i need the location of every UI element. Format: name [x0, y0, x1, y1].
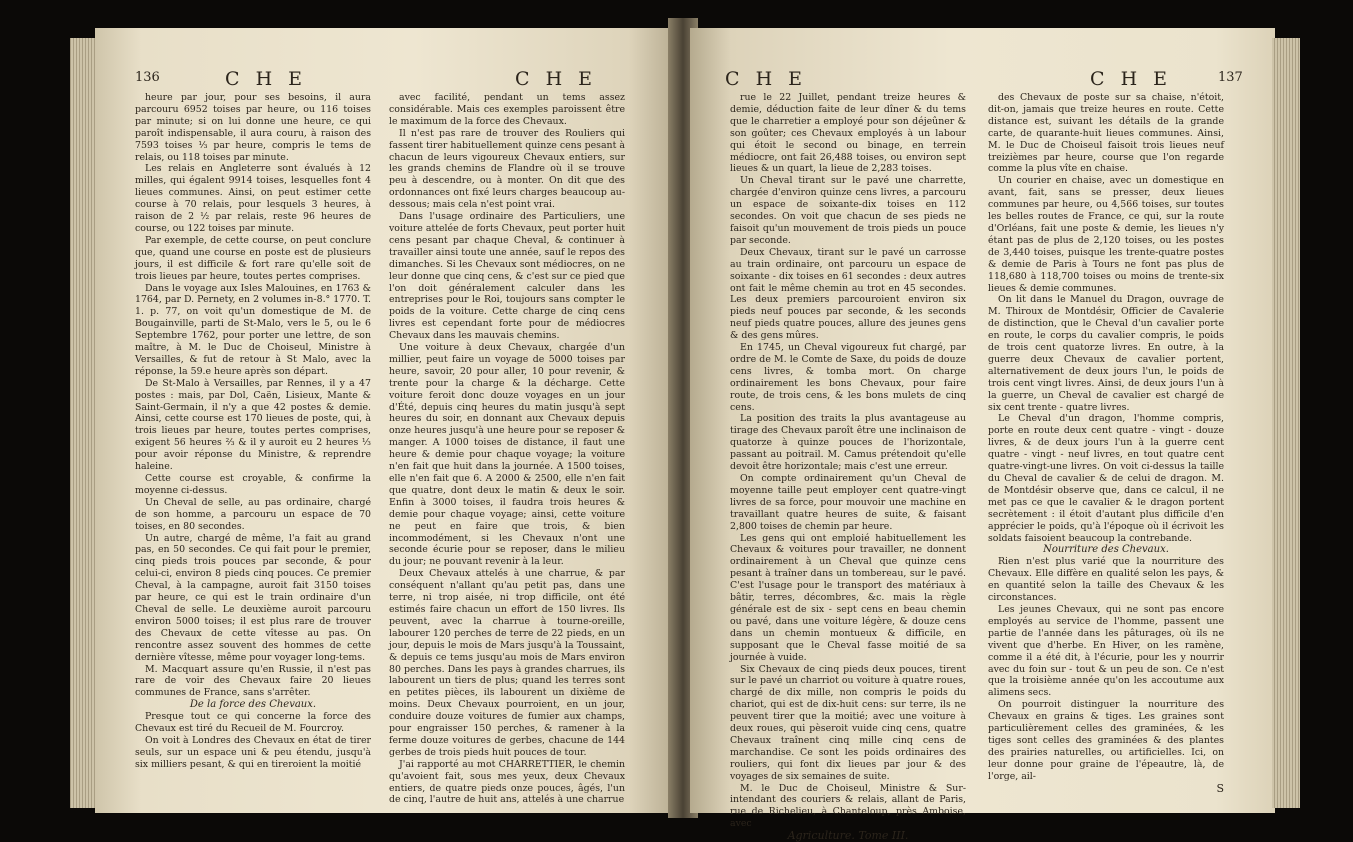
section-title: De la force des Chevaux.: [189, 699, 317, 711]
left-column-1: [135, 92, 371, 771]
paragraph: On compte ordinairement qu'un Cheval de moyenne taille peut employer cent quatre-vingt livres de sa force, pour mouvoir une machine en travaillant quatre heures de suite, & faisant 2,800 toises de chemin par heure.: [730, 473, 966, 532]
paragraph: Presque tout ce qui concerne la force des Chevaux est tiré du Recueil de M. Fourcroy.: [135, 711, 371, 735]
paragraph: Par exemple, de cette course, on peut conclure que, quand une course en poste est de plusieurs jours, il est difficile & fort rare qu'elle soit de trois lieues par heure, toutes pertes comprises.: [135, 234, 371, 282]
paragraph: On lit dans le Manuel du Dragon, ouvrage de M. Thiroux de Montdésir, Officier de Cavalerie de distinction, que le Cheval d'un cavalier porte en route, le corps du cavalier compris, le poids de trois cent quatorze livres. En outre, à la guerre deux Chevaux de cavalier portent, alternativement de deux jours l'un, le poids de trois cent vingt livres. Ainsi, de deux jours l'un à la guerre, un Cheval de cavalier est chargé de six cent trente - quatre livres.: [988, 294, 1224, 413]
paragraph: Un Cheval tirant sur le pavé une charrette, chargée d'environ quinze cens livres, a parcouru un espace de soixante-dix toises en 112 secondes. On voit que chacun de ses pieds ne faisoit qu'un mouvement de trois pieds un pouce par seconde.: [730, 175, 966, 246]
left-column-2: [389, 92, 625, 806]
running-head: C H E: [225, 68, 308, 90]
paragraph: Un autre, chargé de même, l'a fait au grand pas, en 50 secondes. Ce qui fait pour le premier, cinq pieds trois pouces par seconde, & pour celui-ci, environ 8 pieds cinq pouces. Ce premier Cheval, à la campagne, auroit fait 3150 toises par heure, ce qui est le train ordinaire d'un Cheval de selle. Le deuxième auroit parcouru environ 5000 toises; il est plus rare de trouver des Chevaux de cette vîtesse au pas. On rencontre assez souvent des hommes de cette dernière vîtesse, même pour voyager long-tems.: [135, 532, 371, 663]
paragraph: En 1745, un Cheval vigoureux fut chargé, par ordre de M. le Comte de Saxe, du poids de douze cens livres, & tomba mort. On charge ordinairement les bons Chevaux, pour faire route, de trois cens, & les bons mulets de cinq cens.: [730, 342, 966, 413]
right-column-1: [730, 92, 966, 842]
running-head: C H E: [1090, 68, 1173, 90]
paragraph: La position des traits la plus avantageuse au tirage des Chevaux paroît être une inclinaison de quatorze à quinze pouces de l'horizontale, passant au poitrail. M. Camus prétendoit qu'elle devoit être horizontale; mais c'est une erreur.: [730, 413, 966, 473]
paragraph: des Chevaux de poste sur sa chaise, n'étoit, dit-on, jamais que treize heures en route. Cette distance est, suivant les détails de la grande carte, de quarante-huit lieues communes. Ainsi, M. le Duc de Choiseul faisoit trois lieues neuf treizièmes par heure, course que l'on regarde comme la plus vîte en chaise.: [988, 92, 1224, 175]
right-page: [690, 28, 1275, 842]
paragraph: rue le 22 Juillet, pendant treize heures & demie, déduction faite de leur dîner & du tems que le charretier a employé pour son déjeûner & son goûter; ces Chevaux employés à un labour qui étoit le second ou binage, en terrein médiocre, ont fait 26,488 toises, ou environ sept lieues & un quart, la lieue de 2,283 toises.: [730, 92, 966, 175]
paragraph: Dans le voyage aux Isles Malouines, en 1763 & 1764, par D. Pernety, en 2 volumes in-8.° 1770. T. 1. p. 77, on voit qu'un domestique de M. de Bougainville, parti de St-Malo, vers le 5, ou le 6 Septembre 1762, pour porter une lettre, de son maître, à M. le Duc de Choiseul, Ministre à Versailles, & fut de retour à St Malo, avec la réponse, la 59.e heure après son départ.: [135, 282, 371, 377]
paragraph: Six Chevaux de cinq pieds deux pouces, tirent sur le pavé un charriot ou voiture à quatre roues, chargé de dix mille, non compris le poids du chariot, qui est de dix-huit cens: sur terre, ils ne peuvent tirer que la moitié; avec une voiture à deux roues, qui pèseroit vuide cinq cens, quatre Chevaux traînent cinq mille cinq cens de marchandise. Ce sont les poids ordinaires des rouliers, qui font dix lieues par jour & des voyages de six semaines de suite.: [730, 663, 966, 782]
paragraph: Les relais en Angleterre sont évalués à 12 milles, qui égalent 9914 toises, lesquelles font 4 lieues communes. Ainsi, on peut estimer cette course à 70 relais, pour lesquels 3 heures, à raison de 2 ½ par relais, reste 96 heures de course, ou 122 toises par minute.: [135, 163, 371, 234]
paragraph: Un Cheval de selle, au pas ordinaire, chargé de son homme, a parcouru un espace de 70 toises, en 80 secondes.: [135, 496, 371, 532]
paragraph: Deux Chevaux attelés à une charrue, & par conséquent n'allant qu'au petit pas, dans une terre, ni trop aisée, ni trop difficile, ont été estimés faire chacun un effort de 150 livres. Ils peuvent, avec la charrue à tourne-oreille, labourer 120 perches de terre de 22 pieds, en un jour, depuis le mois de Mars jusqu'à la Toussaint, & depuis ce tems jusqu'au mois de Mars environ 80 perches. Dans les pays à grandes charrues, ils labourent un tiers de plus; quand les terres sont en petites pièces, ils labourent un dixième de moins. Deux Chevaux pourroient, en un jour, conduire douze voitures de fumier aux champs, pour engraisser 150 perches, & ramener à la ferme douze voitures de gerbes, chacune de 144 gerbes de trois pieds huit pouces de tour.: [389, 568, 625, 758]
paragraph: Une voiture à deux Chevaux, chargée d'un millier, peut faire un voyage de 5000 toises par heure, savoir, 20 pour aller, 10 pour revenir, & trente pour la charge & la décharge. Cette voiture feroit donc douze voyages en un jour d'Été, depuis cinq heures du matin jusqu'à sept heures du soir, en donnant aux Chevaux depuis onze heures jusqu'à une heure pour se reposer & manger. A 1000 toises de distance, il faut une heure & demie pour chaque voyage; la voiture n'en fait que huit dans la journée. A 1500 toises, elle n'en fait que 6. A 2000 & 2500, elle n'en fait que quatre, dont deux le matin & deux le soir. Enfin à 3000 toises, il faudra trois heures & demie pour chaque voyage; ainsi, cette voiture ne peut en faire que trois, & bien incommodément, si les Chevaux n'ont une seconde écurie pour se reposer, dans le milieu du jour; ne pouvant revenir à la leur.: [389, 342, 625, 568]
paragraph: Rien n'est plus varié que la nourriture des Chevaux. Elle diffère en qualité selon les pays, & en quantité selon la taille des Chevaux & les circonstances.: [988, 556, 1224, 604]
open-book: [70, 18, 1300, 842]
page-number: 136: [135, 70, 160, 85]
right-page-edges: [1272, 38, 1300, 808]
paragraph: M. le Duc de Choiseul, Ministre & Sur-intendant des couriers & relais, allant de Paris, rue de Richelieu, à Chanteloup, près Amboise, avec: [730, 782, 966, 830]
paragraph: avec facilité, pendant un tems assez considérable. Mais ces exemples paroissent être le maximum de la force des Chevaux.: [389, 92, 625, 127]
paragraph: Les gens qui ont emploié habituellement les Chevaux & voitures pour travailler, ne donnent ordinairement à un Cheval que quinze cens pesant à traîner dans un tombereau, sur le pavé. C'est l'usage pour le transport des matériaux à bâtir, terres, décombres, &c. mais la règle générale est de six - sept cens en beau chemin ou pavé, dans une voiture légère, & douze cens dans un chemin montueux & difficile, en supposant que le Cheval fasse moitié de sa journée à vuide.: [730, 532, 966, 663]
page-number: 137: [1218, 70, 1243, 85]
paragraph: On voit à Londres des Chevaux en état de tirer seuls, sur un espace uni & peu étendu, jusqu'à six milliers pesant, & qui en tireroient la moitié: [135, 734, 371, 770]
paragraph: J'ai rapporté au mot CHARRETTIER, le chemin qu'avoient fait, sous mes yeux, deux Chevaux entiers, de quatre pieds onze pouces, âgés, l'un de cinq, l'autre de huit ans, attelés à une charrue: [389, 758, 625, 806]
paragraph: heure par jour, pour ses besoins, il aura parcouru 6952 toises par heure, ou 116 toises par minute; si on lui donne une heure, ce qui paroît indispensable, il aura couru, à raison des 7593 toises ⅓ par heure, compris le tems de relais, ou 118 toises par minute.: [135, 92, 371, 163]
paragraph: Il n'est pas rare de trouver des Rouliers qui fassent tirer habituellement quinze cens pesant à chacun de leurs vigoureux Chevaux entiers, sur les grands chemins de Flandre où il se trouve peu à descendre, ou à monter. On dit que des ordonnances ont fixé leurs charges beaucoup au-dessous; mais cela n'est point vrai.: [389, 127, 625, 211]
right-column-2: [988, 92, 1224, 794]
paragraph: Cette course est croyable, & confirme la moyenne ci-dessus.: [135, 473, 371, 496]
left-page-header: [95, 68, 675, 90]
left-page: [95, 28, 675, 813]
paragraph: Dans l'usage ordinaire des Particuliers, une voiture attelée de forts Chevaux, peut porter huit cens pesant par chaque Cheval, & continuer à travailler ainsi toute une année, sauf le repos des dimanches. Si les Chevaux sont médiocres, on ne leur donne que cinq cens, & c'est sur ce pied que l'on doit généralement calculer dans les entreprises pour le Roi, toujours sans compter le poids de la voiture. Cette charge de cinq cens livres est cependant forte pour de médiocres Chevaux dans les mauvais chemins.: [389, 211, 625, 342]
paragraph: Le Cheval d'un dragon, l'homme compris, porte en route deux cent quatre - vingt - douze livres, & de deux jours l'un à la guerre cent quatre - vingt - neuf livres, en tout quatre cent quatre-vingt-une livres. On voit ci-dessus la taille du Cheval de cavalier & de celui de dragon. M. de Montdésir observe que, dans ce calcul, il ne met pas ce que le cavalier & le dragon portent secrètement : il étoit d'autant plus difficile d'en apprécier le poids, qu'à l'époque où il écrivoit les soldats faisoient beaucoup la contrebande.: [988, 413, 1224, 544]
footer-title: Agriculture. Tome III.: [787, 829, 909, 842]
section-title: Nourriture des Chevaux.: [1043, 544, 1169, 556]
running-head: C H E: [725, 68, 808, 90]
left-page-edges: [70, 38, 96, 808]
paragraph: On pourroit distinguer la nourriture des Chevaux en grains & tiges. Les graines sont particulièrement celles des graminées, & les tiges sont celles des graminées & des plantes des prairies naturelles, ou artificielles. Ici, on leur donne pour graine de l'épeautre, là, de l'orge, ail-: [988, 699, 1224, 782]
signature-mark: S: [1216, 781, 1224, 795]
paragraph: De St-Malo à Versailles, par Rennes, il y a 47 postes : mais, par Dol, Caën, Lisieux, Mante & Saint-Germain, il n'y a que 42 postes & demie. Ainsi, cette course est 170 lieues de poste, qui, à trois lieues par heure, toutes pertes comprises, exigent 56 heures ⅔ & il y auroit eu 2 heures ⅓ pour avoir réponse du Ministre, & reprendre haleine.: [135, 377, 371, 473]
paragraph: Un courier en chaise, avec un domestique en avant, fait, sans se presser, deux lieues communes par heure, ou 4,566 toises, sur toutes les belles routes de France, ce qui, sur la route d'Orléans, fait une poste & demie, les lieues n'y étant pas de plus de 2,120 toises, ou les postes de 3,440 toises, puisque les trente-quatre postes & demie de Paris à Tours ne font pas plus de 118,680 à 118,700 toises ou moins de trente-six lieues & demie communes.: [988, 175, 1224, 294]
paragraph: M. Macquart assure qu'en Russie, il n'est pas rare de voir des Chevaux faire 20 lieues communes de France, sans s'arrêter.: [135, 663, 371, 699]
right-page-header: [690, 68, 1275, 90]
paragraph: Deux Chevaux, tirant sur le pavé un carrosse au train ordinaire, ont parcouru un espace de soixante - dix toises en 61 secondes : deux autres ont fait le même chemin au trot en 45 secondes. Les deux premiers parcouroient environ six pieds neuf pouces par seconde, & les seconds neuf pieds quatre pouces, allure des jeunes gens & des gens mûres.: [730, 246, 966, 342]
paragraph: Les jeunes Chevaux, qui ne sont pas encore employés au service de l'homme, passent une partie de l'année dans les pâturages, où ils ne vivent que d'herbe. En Hiver, on les ramène, comme il a été dit, à l'écurie, pour les y nourrir avec du foin sur - tout & un peu de son. Ce n'est que la troisième année qu'on les accoutume aux alimens secs.: [988, 603, 1224, 699]
running-head: C H E: [515, 68, 598, 90]
